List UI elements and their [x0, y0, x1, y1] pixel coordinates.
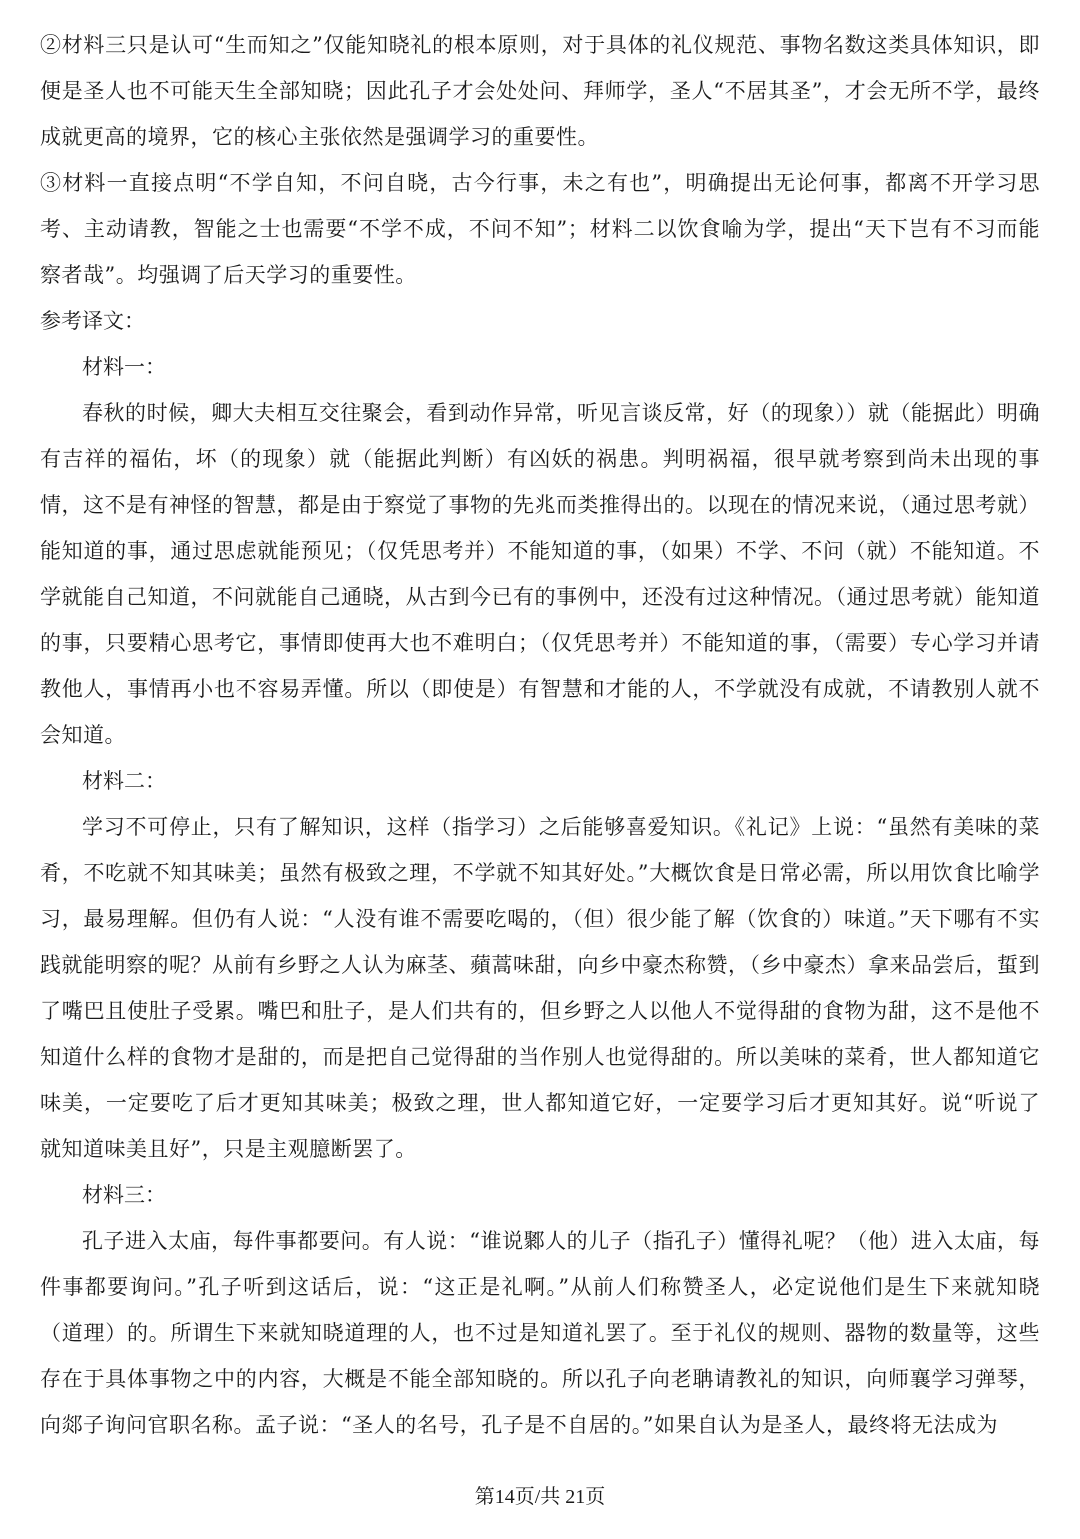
document-page [40, 22, 1040, 1448]
page-number-footer: 第14页/共 21页 [474, 1486, 606, 1508]
section-body-material-3: 孔子进入太庙，每件事都要问。有人说：“谁说鄹人的儿子（指孔子）懂得礼呢？（他）进入太庙，每件事都要询问。”孔子听到这话后，说：“这正是礼啊。”从前人们称赞圣人，必定说他们是生下来就知晓（道理）的。所谓生下来就知晓道理的人，也不过是知道礼罢了。至于礼仪的规则、器物的数量等，这些存在于具体事物之中的内容，大概是不能全部知晓的。所以孔子向老聃请教礼的知识，向师襄学习弹琴，向郯子询问官职名称。孟子说：“圣人的名号，孔子是不自居的。”如果自认为是圣人，最终将无法成为 [40, 1229, 1040, 1437]
section-heading-material-2: 材料二： [82, 769, 166, 793]
answer-item-2: ②材料三只是认可“生而知之”仅能知晓礼的根本原则，对于具体的礼仪规范、事物名数这类具体知识，即便是圣人也不可能天生全部知晓；因此孔子才会处处问、拜师学，圣人“不居其圣”，才会无所不学，最终成就更高的境界，它的核心主张依然是强调学习的重要性。 [40, 33, 1040, 149]
section-heading-material-1: 材料一： [82, 355, 166, 379]
answer-item-3: ③材料一直接点明“不学自知，不问自晓，古今行事，未之有也”，明确提出无论何事，都离不开学习思考、主动请教，智能之士也需要“不学不成，不问不知”；材料二以饮食喻为学，提出“天下岂有不习而能察者哉”。均强调了后天学习的重要性。 [40, 171, 1040, 287]
translation-label: 参考译文： [40, 309, 145, 333]
section-heading-material-3: 材料三： [82, 1183, 166, 1207]
section-body-material-2: 学习不可停止，只有了解知识，这样（指学习）之后能够喜爱知识。《礼记》上说：“虽然有美味的菜肴，不吃就不知其味美；虽然有极致之理，不学就不知其好处。”大概饮食是日常必需，所以用饮食比喻学习，最易理解。但仍有人说：“人没有谁不需要吃喝的，（但）很少能了解（饮食的）味道。”天下哪有不实践就能明察的呢？从前有乡野之人认为麻茎、蘋蒿味甜，向乡中豪杰称赞，（乡中豪杰）拿来品尝后，蜇到了嘴巴且使肚子受累。嘴巴和肚子，是人们共有的，但乡野之人以他人不觉得甜的食物为甜，这不是他不知道什么样的食物才是甜的，而是把自己觉得甜的当作别人也觉得甜的。所以美味的菜肴，世人都知道它味美，一定要吃了后才更知其味美；极致之理，世人都知道它好，一定要学习后才更知其好。说“听说了就知道味美且好”，只是主观臆断罢了。 [40, 815, 1040, 1161]
section-body-material-1: 春秋的时候，卿大夫相互交往聚会，看到动作异常，听见言谈反常，好（的现象））就（能据此）明确有吉祥的福佑，坏（的现象）就（能据此判断）有凶妖的祸患。判明祸福，很早就考察到尚未出现的事情，这不是有神怪的智慧，都是由于察觉了事物的先兆而类推得出的。以现在的情况来说，（通过思考就）能知道的事，通过思虑就能预见；（仅凭思考并）不能知道的事，（如果）不学、不问（就）不能知道。不学就能自己知道，不问就能自己通晓，从古到今已有的事例中，还没有过这种情况。（通过思考就）能知道的事，只要精心思考它，事情即使再大也不难明白；（仅凭思考并）不能知道的事，（需要）专心学习并请教他人，事情再小也不容易弄懂。所以（即使是）有智慧和才能的人，不学就没有成就，不请教别人就不会知道。 [40, 401, 1040, 747]
